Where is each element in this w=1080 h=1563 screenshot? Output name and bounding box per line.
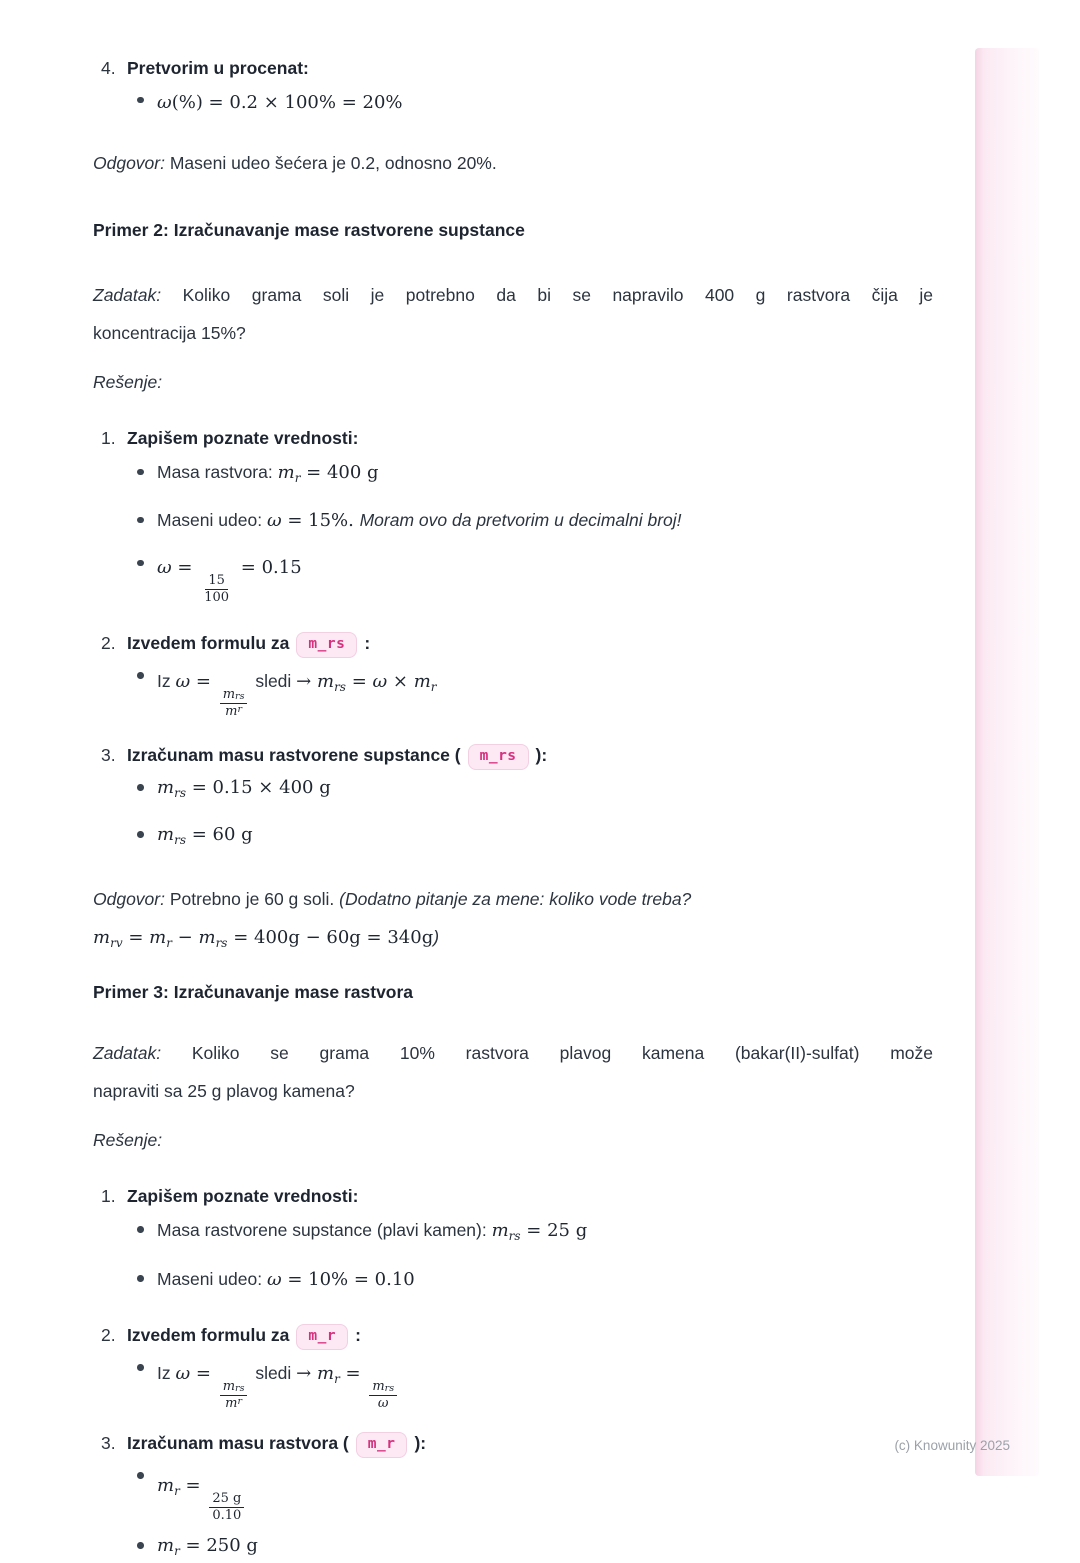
bullet-item [93, 1464, 933, 1524]
bullet-text [157, 1356, 933, 1412]
task-paragraph [93, 1034, 933, 1110]
bullet-marker [136, 551, 157, 606]
step-title-suffix: : [364, 632, 371, 653]
math-text: = 10% = 0.10 [281, 1268, 415, 1290]
step-item [93, 628, 933, 658]
math-subscript: rs [508, 1228, 521, 1243]
math-arrow: → [296, 670, 317, 692]
fraction [201, 574, 232, 606]
bullet-item [93, 88, 933, 118]
fraction-denominator: m r [225, 1395, 243, 1411]
math-var: m [277, 462, 295, 483]
math-subscript: rs [215, 935, 228, 950]
math-text: = 25 g [520, 1219, 588, 1241]
answer-label: Odgovor: [93, 153, 165, 173]
inline-code-chip: m_r [356, 1432, 408, 1458]
step-title [127, 628, 370, 658]
fraction-numerator: m rs [220, 688, 248, 704]
math-subscript: r [294, 471, 301, 485]
task-text: Koliko se grama 10% rastvora plavog kamena (bakar(II)-sulfat) može [191, 1042, 933, 1063]
math-text: = [190, 1362, 217, 1384]
step-number: 3. [101, 1432, 116, 1453]
math-var: m [491, 1219, 509, 1241]
bullet-marker [136, 1267, 157, 1292]
bullet-item [93, 1267, 933, 1292]
step-number: 3. [101, 744, 116, 765]
math-text: = 400 g [300, 462, 379, 483]
step-title-text: Izvedem formulu za [127, 632, 290, 653]
bullet-marker [136, 664, 157, 720]
step-title [127, 1428, 426, 1458]
step-title: Pretvorim u procenat: [127, 58, 309, 78]
label-text: Maseni udeo: [157, 1268, 267, 1289]
label-text: sledi [250, 1362, 297, 1383]
fraction-denominator: 100 [204, 589, 230, 605]
fraction [209, 1492, 244, 1524]
bullet-item [93, 776, 933, 805]
label-text: Maseni udeo: [157, 510, 267, 530]
italic-note: ) [433, 926, 440, 947]
fraction-numerator: 25 g [209, 1492, 244, 1508]
inline-code-chip: m_rs [468, 744, 529, 770]
math-text: − [171, 926, 199, 948]
bullet-marker [136, 776, 157, 805]
fraction [220, 1380, 248, 1412]
bullet-marker [136, 1464, 157, 1524]
math-subscript: r [334, 1371, 340, 1386]
step-item [93, 1184, 933, 1208]
task-paragraph [93, 276, 933, 352]
document-content [93, 56, 933, 1563]
example-heading: Primer 3: Izračunavanje mase rastvora [93, 981, 414, 1002]
step-title [127, 740, 547, 770]
inline-code-chip: m_r [296, 1324, 348, 1350]
copyright-footer: (c) Knowunity 2025 [894, 1438, 1010, 1453]
bullet-marker [136, 1218, 157, 1248]
math-text: = [171, 557, 199, 578]
fraction [220, 688, 248, 720]
step-number: 2. [101, 1324, 116, 1345]
math-text: = [339, 1362, 367, 1384]
math-text: (%) = 0.2 × 100% = 20% [171, 92, 403, 113]
inline-code-chip: m_rs [296, 632, 357, 658]
math-formula [93, 927, 433, 948]
task-text: Koliko grama soli je potrebno da bi se napravilo 400 g rastvora čija je [182, 285, 933, 305]
math-var: ω [175, 1362, 191, 1384]
math-text: = 60 g [185, 823, 253, 845]
example-heading: Primer 2: Izračunavanje mase rastvorene supstance [93, 220, 525, 240]
math-arrow: → [296, 1362, 317, 1384]
bullet-marker [136, 88, 157, 118]
math-subscript: r [166, 935, 172, 950]
bullet-marker [136, 460, 157, 490]
math-text: = 0.15 [235, 557, 302, 578]
math-var: ω [266, 1268, 282, 1290]
label-text: sledi [250, 670, 297, 691]
task-label: Zadatak: [93, 1042, 162, 1063]
fraction-numerator: m rs [369, 1380, 397, 1396]
step-title-suffix: ): [414, 1432, 427, 1453]
bullet-text [157, 664, 933, 720]
task-label: Zadatak: [93, 285, 162, 305]
math-text: = 400g − 60g = 340g [227, 926, 434, 948]
math-var: m [93, 926, 111, 948]
math-var: ω [266, 510, 282, 531]
bullet-item [93, 664, 933, 720]
step-number: 1. [101, 1185, 116, 1206]
step-item [93, 1320, 933, 1350]
bullet-text [157, 1218, 933, 1248]
italic-note: (Dodatno pitanje za mene: koliko vode treba? [339, 888, 692, 909]
answer-text: Potrebno je 60 g soli. [164, 888, 340, 909]
math-var: ω [157, 92, 172, 113]
math-var: m [157, 823, 175, 845]
answer-paragraph [93, 880, 933, 962]
math-text: × [387, 670, 414, 692]
math-text: = 250 g [179, 1534, 258, 1556]
bullet-item [93, 508, 933, 533]
step-title-text: Izračunam masu rastvorene supstance ( [127, 744, 461, 765]
step-title [127, 1320, 361, 1350]
math-var: m [316, 670, 335, 692]
math-formula [157, 551, 933, 606]
solution-label: Rešenje: [93, 372, 163, 392]
task-text: koncentracija 15%? [93, 323, 246, 343]
fraction-denominator: 0.10 [212, 1507, 242, 1523]
step-number: 4. [101, 58, 116, 78]
bullet-marker [136, 1534, 157, 1563]
task-line [93, 1034, 933, 1072]
math-formula [157, 1464, 933, 1524]
step-title-suffix: ): [535, 744, 548, 765]
page-edge-decoration [975, 48, 1039, 1476]
math-text: = [190, 670, 217, 692]
math-text: = [345, 670, 373, 692]
bullet-item [93, 1218, 933, 1248]
math-var: m [198, 926, 216, 948]
bullet-item [93, 551, 933, 606]
fraction-numerator: 15 [205, 574, 228, 590]
math-text: = 0.15 × 400 g [185, 776, 331, 798]
math-subscript: rv [110, 935, 123, 950]
math-formula [157, 776, 933, 805]
step-title: Zapišem poznate vrednosti: [127, 428, 359, 448]
bullet-marker [136, 823, 157, 852]
italic-note: Moram ovo da pretvorim u decimalni broj! [359, 510, 682, 530]
step-number: 2. [101, 632, 116, 653]
step-number: 1. [101, 428, 116, 448]
label-text: Masa rastvorene supstance (plavi kamen): [157, 1219, 492, 1240]
bullet-marker [136, 508, 157, 533]
math-var: ω [157, 557, 172, 578]
step-title-text: Izvedem formulu za [127, 1324, 290, 1345]
math-formula [157, 823, 933, 852]
math-subscript: rs [174, 832, 186, 847]
solution-label-paragraph [93, 370, 933, 394]
math-text: = [122, 926, 150, 948]
bullet-text [157, 460, 933, 490]
bullet-marker [136, 1356, 157, 1412]
fraction-denominator: ω [377, 1395, 389, 1411]
step-title: Zapišem poznate vrednosti: [127, 1185, 359, 1206]
step-item [93, 426, 933, 450]
math-subscript: r [174, 1543, 180, 1558]
task-text: napraviti sa 25 g plavog kamena? [93, 1080, 355, 1101]
step-item [93, 56, 933, 80]
math-var: m [149, 926, 167, 948]
fraction-denominator: m r [225, 703, 243, 719]
math-subscript: r [430, 679, 437, 694]
step-title-text: Izračunam masu rastvora ( [127, 1432, 349, 1453]
label-text: Iz [157, 670, 176, 691]
math-formula [157, 1534, 933, 1563]
bullet-item [93, 1534, 933, 1563]
math-var: ω [372, 670, 388, 692]
math-formula [157, 88, 933, 118]
math-text: = 15%. [281, 510, 360, 531]
answer-text: Maseni udeo šećera je 0.2, odnosno 20%. [164, 153, 497, 173]
math-text: = [179, 1474, 207, 1496]
math-var: m [413, 670, 431, 692]
bullet-text [157, 508, 933, 533]
bullet-text [157, 1267, 933, 1292]
math-var: m [157, 776, 175, 798]
step-item [93, 740, 933, 770]
label-text: Masa rastvora: [157, 462, 278, 482]
math-var: ω [175, 670, 191, 692]
solution-label-paragraph [93, 1128, 933, 1152]
fraction [369, 1380, 397, 1412]
solution-label: Rešenje: [93, 1129, 163, 1150]
bullet-item [93, 1356, 933, 1412]
step-title-suffix: : [355, 1324, 361, 1345]
math-subscript: rs [334, 679, 346, 694]
math-var: m [157, 1534, 175, 1556]
math-subscript: r [174, 1483, 180, 1498]
math-var: m [316, 1362, 335, 1384]
answer-label: Odgovor: [93, 888, 165, 909]
math-var: m [157, 1474, 175, 1496]
bullet-item [93, 823, 933, 852]
bullet-item [93, 460, 933, 490]
step-item [93, 1428, 933, 1458]
answer-paragraph [93, 144, 933, 182]
fraction-numerator: m rs [220, 1380, 248, 1396]
task-line [93, 276, 933, 314]
label-text: Iz [157, 1362, 176, 1383]
math-subscript: rs [174, 785, 186, 800]
